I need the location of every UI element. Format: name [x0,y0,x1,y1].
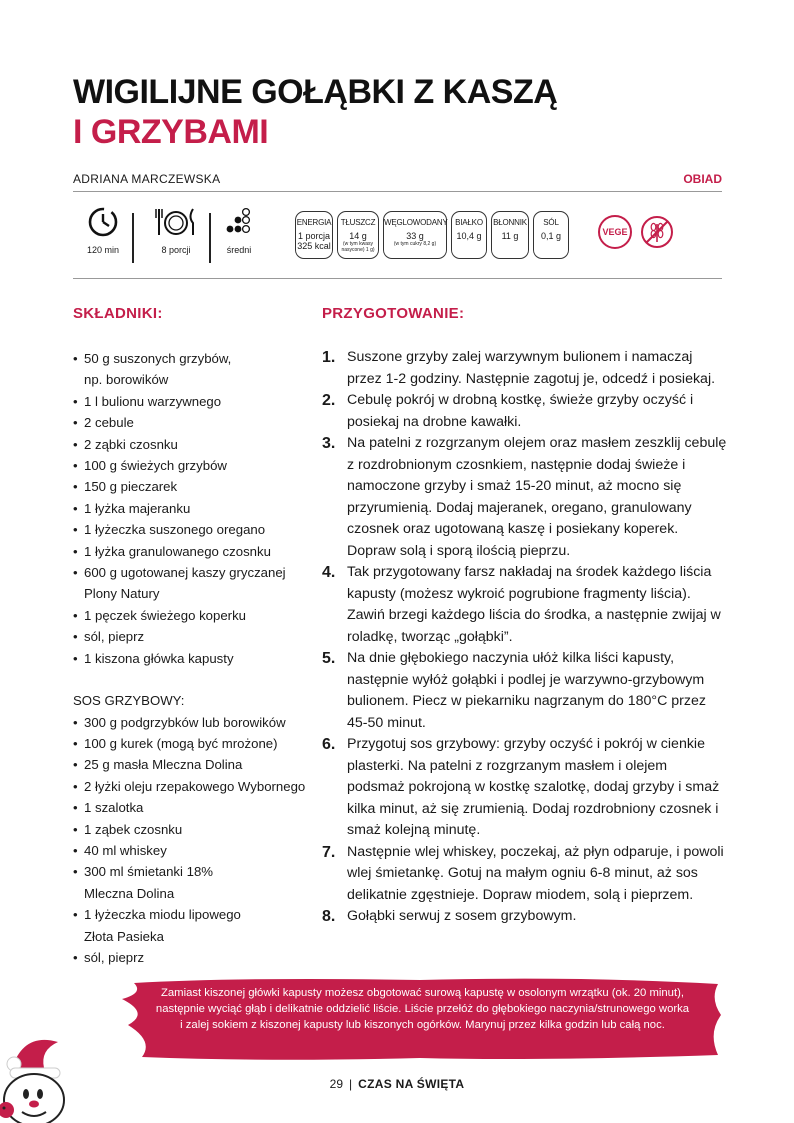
gluten-free-icon [640,215,674,249]
step-item [322,734,727,842]
ingredient-item: Plony Natury [84,586,160,602]
page-number: 29 [329,1077,344,1091]
servings-meta [141,205,211,255]
clock-icon [86,205,120,239]
recipe-title [73,72,557,152]
sauce-item: • 300 g podgrzybków lub borowików [73,712,313,733]
step-text: Przygotuj sos grzybowy: grzyby oczyść i pokrój w cienkie plasterki. Na patelni z rozgrzanym masłem i olejem podsmaż pokrojoną w kostkę szalotkę, dodaj grzyby i smaż kilka minut, aż się zrumienią. Dodaj rozdrobniony czosnek i smaż kolejną minutę. [347,736,720,838]
ingredient-item: • 150 g pieczarek [73,476,313,497]
nutrition-value: 10,4 g [456,231,482,241]
nutrition-protein [451,211,487,259]
divider-top [73,191,722,192]
ingredient-item: • 1 l bulionu warzywnego [73,391,313,412]
ingredient-item: • 1 pęczek świeżego koperku [73,605,313,626]
step-item [322,648,727,734]
sauce-item: Mleczna Dolina [84,885,175,901]
step-number: 7. [322,843,336,861]
nutrition-value: 11 g [501,231,519,241]
step-number: 4. [322,564,336,581]
ingredient-item: • 1 łyżeczka suszonego oregano [73,519,313,540]
ingredient-item: • 1 kiszona główka kapusty [73,648,313,669]
ingredients-heading: SKŁADNIKI: [73,305,163,322]
sauce-item: • 40 ml whiskey [73,840,313,861]
nutrition-value: 33 g [406,231,424,241]
nutrition-carbs [383,211,447,259]
sauce-item: • 1 szalotka [73,797,313,818]
step-text: Cebulę pokrój w drobną kostkę, świeże grzyby oczyść i posiekaj na drobne kawałki. [347,392,694,430]
ingredient-item: • 50 g suszonych grzybów, [73,348,313,369]
step-item [322,842,727,907]
publication-name: CZAS NA ŚWIĘTA [358,1077,465,1091]
step-text: Następnie wlej whiskey, poczekaj, aż płyn odparuje, i powoli wlej śmietankę. Gotuj na małym ogniu 6-8 minut, aż sos delikatnie zgęstnieje. Dopraw miodem, solą i pieprzem. [347,843,724,903]
preparation-steps [322,347,727,928]
ingredient-item: • 600 g ugotowanej kaszy gryczanej [73,562,313,583]
sauce-item: • 100 g kurek (mogą być mrożone) [73,733,313,754]
nutrition-value: 0,1 g [540,231,562,241]
step-number: 3. [322,435,336,452]
nutrition-label: WĘGLOWODANY [384,218,448,227]
nutrition-label: BŁONNIK [493,218,527,227]
time-value: 120 min [86,245,120,255]
difficulty-value: średni [226,245,252,255]
ingredient-item: • 1 łyżka majeranku [73,498,313,519]
nutrition-label: ENERGIA [296,218,332,227]
step-item [322,562,727,648]
step-number: 1. [322,349,336,366]
preparation-heading: PRZYGOTOWANIE: [322,305,465,322]
sauce-item: Złota Pasieka [84,928,164,944]
step-text: Na patelni z rozgrzanym olejem oraz masłem zeszklij cebulę z rozdrobnionym czosnkiem, następnie dodaj świeże i namoczone grzyby i smaż 15-20 minut, aż mocno się przyrumienią. Dodaj majeranek, oregano, granulowany czosnek oraz ugotowaną kaszę i posiekany koperek. Dopraw solą i sporą ilością pieprzu. [347,435,727,559]
step-item [322,433,727,562]
footer-separator: | [349,1077,353,1091]
plate-cutlery-icon [154,205,198,239]
page-footer [0,1077,794,1091]
difficulty-meta [209,205,269,255]
time-meta [73,205,133,255]
vege-badge: VEGE [598,215,632,249]
nutrition-salt [533,211,569,259]
nutrition-value: 14 g [349,231,367,241]
sauce-item: • 1 ząbek czosnku [73,819,313,840]
difficulty-dots-icon [224,205,254,239]
santa-mascot-icon [0,1020,70,1123]
step-number: 6. [322,736,336,753]
title-line-1: WIGILIJNE GOŁĄBKI Z KASZĄ [73,73,558,111]
step-number: 8. [322,908,336,925]
nutrition-value: 1 porcja [297,231,331,241]
step-item [322,906,727,928]
step-number: 2. [322,392,336,409]
ingredients-list [73,348,313,968]
recipe-info-bar [73,205,722,267]
ingredient-item: • 2 cebule [73,412,313,433]
step-text: Gołąbki serwuj z sosem grzybowym. [347,908,577,924]
nutrition-label: TŁUSZCZ [340,218,376,227]
separator [132,213,134,263]
step-item [322,347,727,390]
category-label: OBIAD [683,172,722,186]
step-number: 5. [322,650,336,667]
step-item [322,390,727,433]
ingredient-item: • 100 g świeżych grzybów [73,455,313,476]
sauce-item: • 1 łyżeczka miodu lipowego [73,904,313,925]
step-text: Tak przygotowany farsz nakładaj na środek każdego liścia kapusty (możesz wykroić pogrubione fragmenty liścia). Zawiń brzegi każdego liścia do środka, a następnie zwijaj w roladkę, tworząc „gołąbki”. [347,564,721,645]
step-text: Na dnie głębokiego naczynia ułóż kilka liści kapusty, następnie wyłóż gołąbki i podlej je warzywno-grzybowym bulionem. Piecz w piekarniku nagrzanym do 180°C przez 45-50 minut. [347,650,706,731]
title-line-2: I GRZYBAMI [73,113,269,151]
step-text: Suszone grzyby zalej warzywnym bulionem i namaczaj przez 1-2 godziny. Następnie zagotuj je, odcedź i posiekaj. [347,349,716,387]
ingredient-item: • 1 łyżka granulowanego czosnku [73,541,313,562]
nutrition-note: (w tym kwasy nasycone) 1 g) [341,241,375,253]
author-name: ADRIANA MARCZEWSKA [73,172,221,186]
ingredient-item: • 2 ząbki czosnku [73,434,313,455]
tip-banner [120,975,725,1063]
sauce-item: • sól, pieprz [73,947,313,968]
ingredient-item: np. borowików [84,372,169,388]
sauce-item: • 300 ml śmietanki 18% [73,861,313,882]
ingredient-item: • sól, pieprz [73,626,313,647]
nutrition-fat [337,211,379,259]
sauce-item: • 2 łyżki oleju rzepakowego Wybornego [73,776,313,797]
tip-text: Zamiast kiszonej główki kapusty możesz obgotować surową kapustę w osolonym wrzątku (ok. 20 minut), następnie wyciąć głąb i delikatnie oddzielić liście. Liście przełóż do głębokiego naczynia/strunowego worka i zalej sokiem z kiszonej kapusty lub kiszonych ogórków. Marynuj przez kilka godzin lub całą noc. [155,987,690,1031]
nutrition-value: 325 kcal [297,241,331,251]
sauce-item: • 25 g masła Mleczna Dolina [73,754,313,775]
sauce-heading: SOS GRZYBOWY: [73,693,185,709]
nutrition-note: (w tym cukry 8,2 g) [393,241,437,247]
nutrition-label: SÓL [543,218,559,227]
servings-value: 8 porcji [161,245,191,255]
nutrition-fiber [491,211,529,259]
nutrition-energy [295,211,333,259]
nutrition-label: BIAŁKO [455,218,483,227]
divider-info [73,278,722,279]
